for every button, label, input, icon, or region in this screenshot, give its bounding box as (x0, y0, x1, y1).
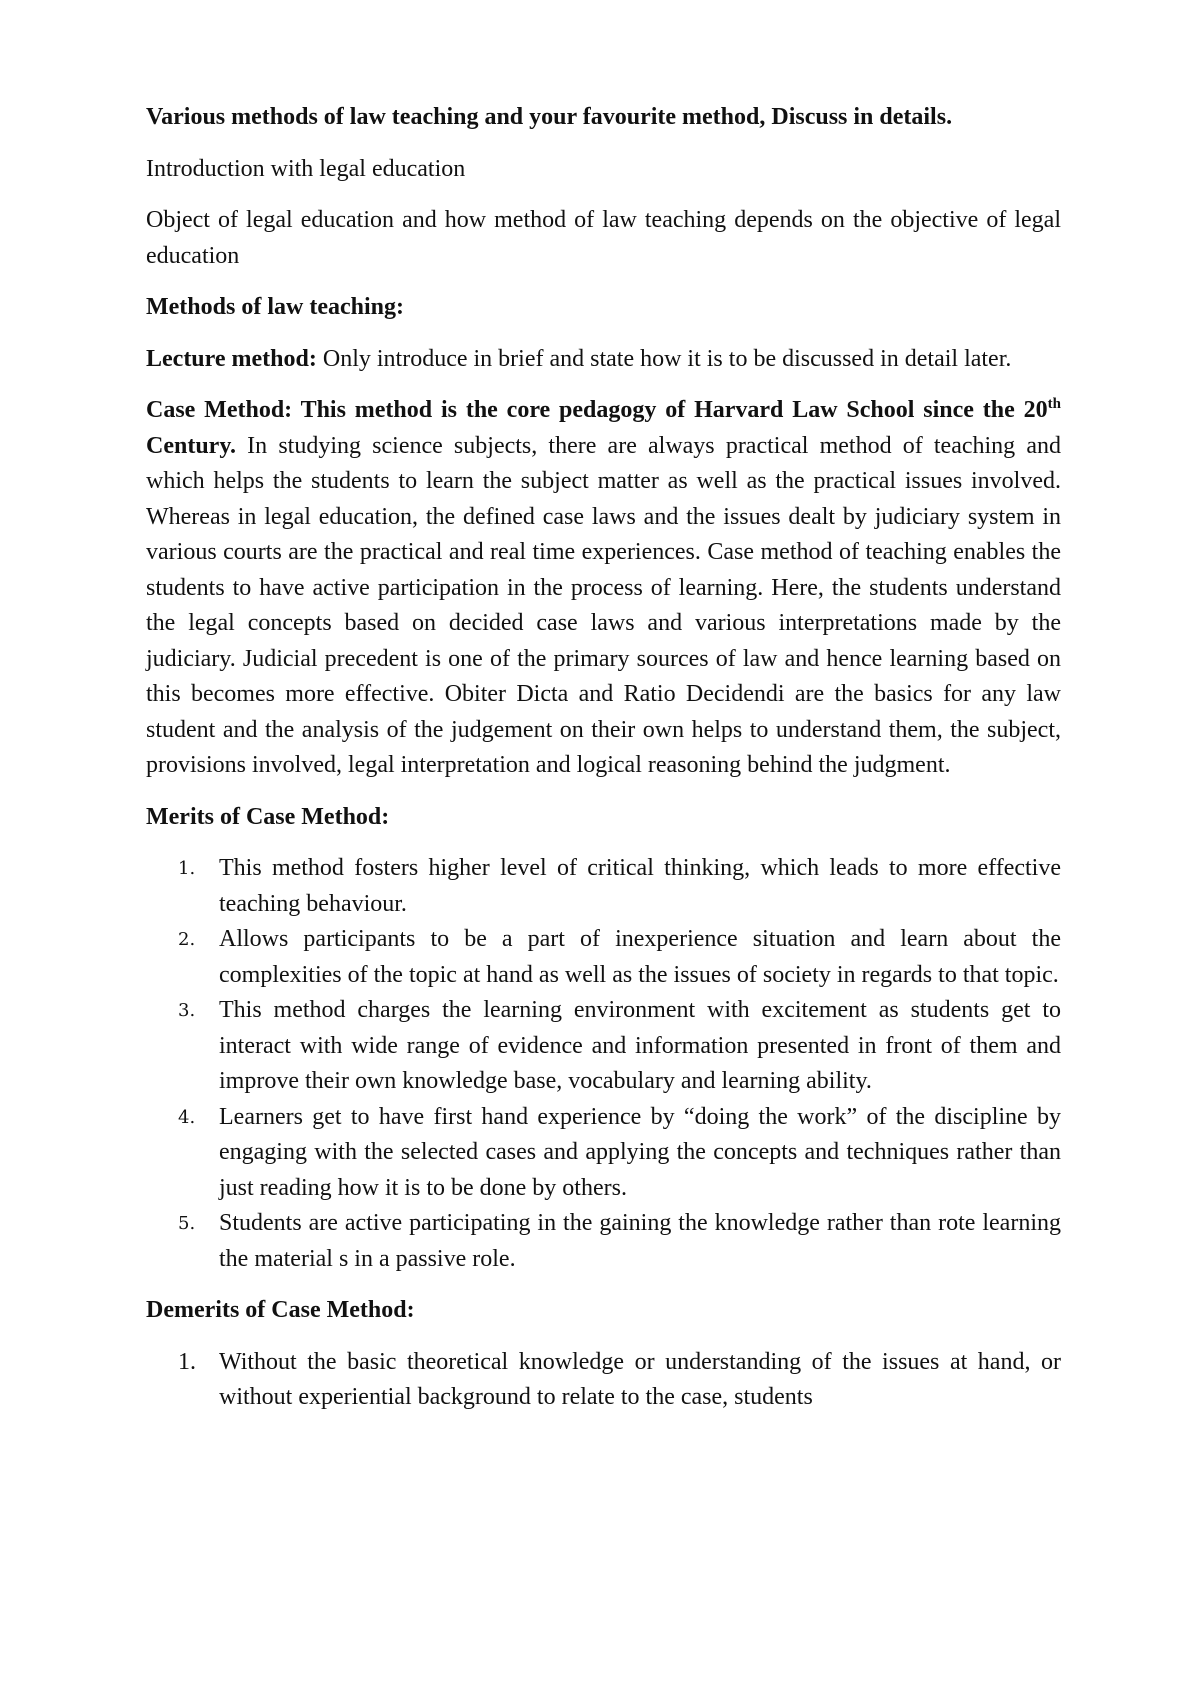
list-text: Learners get to have first hand experience by “doing the work” of the discipline by engaging with the selected cases and applying the concepts and techniques rather than just reading how it is to be done by others. (219, 1103, 1061, 1201)
list-number: 3. (178, 1000, 196, 1021)
list-item (146, 851, 1061, 922)
list-number: 5. (178, 1213, 196, 1234)
list-text: This method fosters higher level of critical thinking, which leads to more effective teaching behaviour. (219, 855, 1061, 917)
document-page (146, 100, 1061, 1431)
case-label-superscript: th (1047, 396, 1061, 412)
lecture-label: Lecture method: (146, 345, 317, 372)
list-number: 4. (178, 1106, 196, 1128)
methods-heading: Methods of law teaching: (146, 294, 404, 320)
list-text: This method charges the learning environment with excitement as students get to interact with wide range of evidence and information presented in front of them and improve their own knowledge base, vocabulary and learning ability. (219, 997, 1061, 1094)
lecture-paragraph (146, 342, 1061, 378)
case-label-main: Case Method: This method is the core pedagogy of Harvard Law School since the 20 (146, 397, 1048, 423)
list-item (146, 993, 1061, 1100)
case-label-end: Century. (146, 432, 236, 459)
list-item (146, 1345, 1061, 1415)
intro-line: Introduction with legal education (146, 155, 466, 182)
list-item (146, 922, 1061, 993)
lecture-text: Only introduce in brief and state how it is to be discussed in detail later. (316, 345, 1012, 372)
merits-list (146, 851, 1061, 1277)
case-paragraph (146, 393, 1061, 784)
case-text: In studying science subjects, there are always practical method of teaching and which helps the students to learn the subject matter as well as the practical issues involved. Whereas in legal education, the defined case laws and the issues dealt by judiciary system in various courts are the practical and real time experiences. Case method of teaching enables the students to have active participation in the process of learning. Here, the students understand the legal concepts based on decided case laws and various interpretations made by the judiciary. Judicial precedent is one of the primary sources of law and hence learning based on this becomes more effective. Obiter Dicta and Ratio Decidendi are the basics for any law student and the analysis of the judgement on their own helps to understand them, the subject, provisions involved, legal interpretation and logical reasoning behind the judgment. (146, 432, 1061, 778)
list-number: 2. (178, 929, 196, 950)
list-text: Without the basic theoretical knowledge or understanding of the issues at hand, or without experiential background to relate to the case, students (219, 1348, 1061, 1410)
list-item (146, 1100, 1061, 1207)
list-number: 1. (178, 858, 196, 879)
demerits-list (146, 1345, 1061, 1415)
list-number: 1. (178, 1348, 196, 1375)
object-line: Object of legal education and how method of law teaching depends on the objective of legal education (146, 207, 1061, 269)
merits-heading: Merits of Case Method: (146, 803, 390, 830)
list-text: Students are active participating in the gaining the knowledge rather than rote learning the material s in a passive role. (219, 1210, 1061, 1272)
document-title: Various methods of law teaching and your favourite method, Discuss in details. (146, 104, 953, 130)
demerits-heading: Demerits of Case Method: (146, 1297, 415, 1323)
list-item (146, 1206, 1061, 1277)
list-text: Allows participants to be a part of inexperience situation and learn about the complexities of the topic at hand as well as the issues of society in regards to that topic. (219, 926, 1061, 988)
